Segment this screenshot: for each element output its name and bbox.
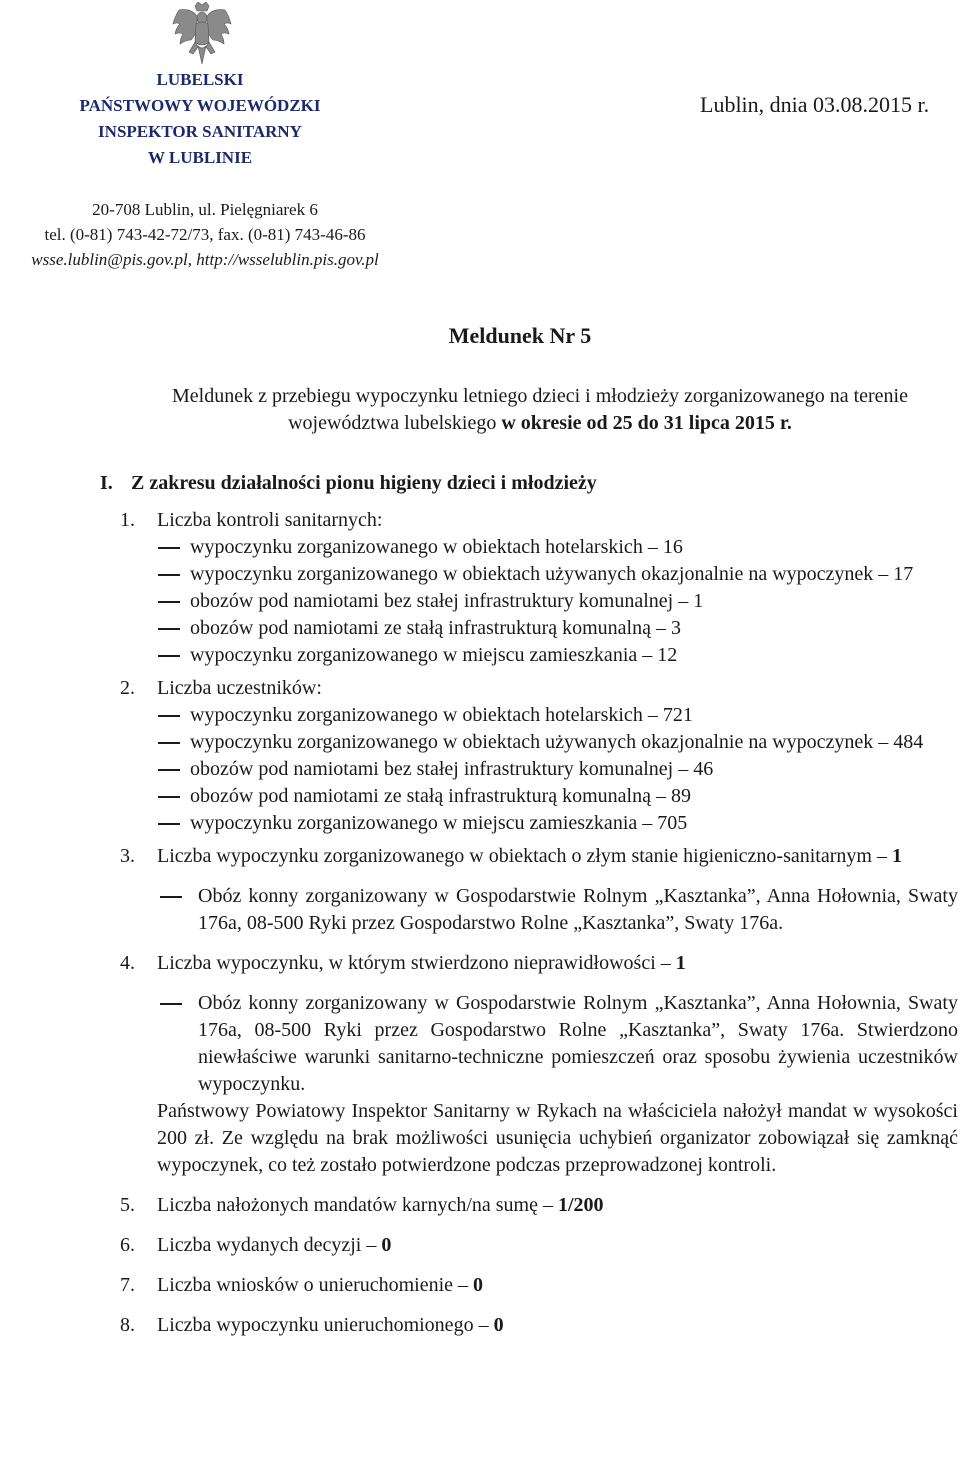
sub-item-value: 721 — [662, 704, 693, 726]
subtitle-text: Meldunek z przebiegu wypoczynku letniego dzieci i młodzieży zorganizowanego na terenie województwa lubelskiego — [171, 385, 908, 434]
sub-item — [120, 702, 958, 729]
item-number: 1. — [120, 509, 135, 531]
item-label: Liczba wypoczynku, w którym stwierdzono nieprawidłowości – — [157, 952, 676, 974]
sub-item-text: wypoczynku zorganizowanego w obiektach hotelarskich – — [190, 704, 663, 726]
section-number: I. — [100, 472, 113, 494]
sub-item-text: Obóz konny zorganizowany w Gospodarstwie Rolnym „Kasztanka”, Anna Hołownia, Swaty 176a, 08-500 Ryki przez Gospodarstwo Rolne „Kasztanka”, Swaty 176a. Stwierdzono niewłaściwe warunki sanitarno-techniczne pomieszczeń oraz sposobu żywienia uczestników wypoczynku. — [198, 992, 958, 1095]
item-label: Liczba wydanych decyzji – — [157, 1234, 382, 1256]
list-item — [120, 507, 958, 534]
institution-name — [60, 67, 340, 171]
dash-bullet — [158, 823, 180, 825]
sub-item-value: 16 — [662, 536, 683, 558]
sub-item — [120, 642, 958, 669]
item-value: 0 — [473, 1274, 484, 1296]
sub-item — [120, 534, 958, 561]
sub-item — [120, 756, 958, 783]
document-title: Meldunek Nr 5 — [448, 323, 592, 348]
sub-item-value: 17 — [893, 563, 914, 585]
item-label: Liczba wypoczynku zorganizowanego w obiektach o złym stanie higieniczno-sanitarnym – — [157, 845, 892, 867]
list-item — [120, 843, 958, 870]
item-label: Liczba nałożonych mandatów karnych/na sumę – — [157, 1194, 558, 1216]
list-item — [120, 1312, 958, 1339]
item-number: 7. — [120, 1274, 135, 1296]
item-label: Liczba wniosków o unieruchomienie – — [157, 1274, 474, 1296]
dash-bullet — [158, 715, 180, 717]
sub-item — [120, 990, 958, 1098]
dash-bullet — [158, 796, 180, 798]
subtitle-period: w okresie od 25 do 31 lipca 2015 r. — [501, 412, 792, 434]
sub-item — [120, 561, 958, 588]
sub-item — [120, 729, 958, 756]
sub-item-value: 1 — [693, 590, 704, 612]
sub-item-value: 89 — [670, 785, 691, 807]
section-heading — [100, 472, 597, 495]
item-value: 1 — [675, 952, 686, 974]
polish-eagle-emblem — [171, 2, 233, 66]
item-label: Liczba kontroli sanitarnych: — [157, 509, 383, 531]
sub-item-text: wypoczynku zorganizowanego w obiektach używanych okazjonalnie na wypoczynek – — [190, 731, 894, 753]
sub-item — [120, 588, 958, 615]
phone-fax: tel. (0-81) 743-42-72/73, fax. (0-81) 743-46-86 — [44, 225, 366, 244]
institution-address — [20, 197, 390, 272]
sub-item-text: obozów pod namiotami ze stałą infrastrukturą komunalną – — [190, 617, 671, 639]
institution-line: LUBELSKI — [156, 70, 244, 89]
sub-item — [120, 783, 958, 810]
sub-item-value: 3 — [670, 617, 681, 639]
sub-item-text: obozów pod namiotami bez stałej infrastruktury komunalnej – — [190, 590, 694, 612]
sub-item-value: 484 — [893, 731, 924, 753]
item-number: 4. — [120, 952, 135, 974]
item-number: 2. — [120, 677, 135, 699]
dash-bullet — [160, 896, 182, 898]
sub-item-value: 12 — [657, 644, 678, 666]
list-item — [120, 1232, 958, 1259]
item-number: 3. — [120, 845, 135, 867]
sub-item-text: wypoczynku zorganizowanego w obiektach hotelarskich – — [190, 536, 663, 558]
item-note: Państwowy Powiatowy Inspektor Sanitarny w Rykach na właściciela nałożył mandat w wysokości 200 zł. Ze względu na brak możliwości usunięcia uchybień organizator zobowiązał się zamknąć wypoczynek, co też zostało potwierdzone podczas przeprowadzonej kontroli. — [157, 1100, 958, 1176]
sub-item-value: 46 — [693, 758, 714, 780]
sub-item-value: 705 — [657, 812, 688, 834]
institution-line: PAŃSTWOWY WOJEWÓDZKI — [79, 96, 321, 115]
report-body — [120, 507, 958, 1339]
item-value: 1/200 — [557, 1194, 604, 1216]
list-item — [120, 675, 958, 702]
item-value: 0 — [493, 1314, 504, 1336]
sub-item-text: wypoczynku zorganizowanego w miejscu zamieszkania – — [190, 812, 658, 834]
institution-line: W LUBLINIE — [147, 148, 253, 167]
sub-item — [120, 810, 958, 837]
dash-bullet — [158, 547, 180, 549]
dash-bullet — [158, 655, 180, 657]
list-item — [120, 1192, 958, 1219]
item-number: 5. — [120, 1194, 135, 1216]
dash-bullet — [158, 601, 180, 603]
dash-bullet — [158, 742, 180, 744]
street-address: 20-708 Lublin, ul. Pielęgniarek 6 — [92, 200, 318, 219]
email-web: wsse.lublin@pis.gov.pl, http://wsselublin.pis.gov.pl — [31, 250, 379, 269]
sub-item-text: wypoczynku zorganizowanego w obiektach używanych okazjonalnie na wypoczynek – — [190, 563, 894, 585]
institution-line: INSPEKTOR SANITARNY — [98, 122, 302, 141]
item-label: Liczba uczestników: — [157, 677, 322, 699]
item-number: 6. — [120, 1234, 135, 1256]
list-item — [120, 1272, 958, 1299]
dash-bullet — [160, 1003, 182, 1005]
item-number: 8. — [120, 1314, 135, 1336]
dash-bullet — [158, 574, 180, 576]
sub-item-text: obozów pod namiotami ze stałą infrastrukturą komunalną – — [190, 785, 671, 807]
dash-bullet — [158, 628, 180, 630]
dash-bullet — [158, 769, 180, 771]
document-date: Lublin, dnia 03.08.2015 r. — [700, 92, 930, 117]
sub-item — [120, 615, 958, 642]
section-title: Z zakresu działalności pionu higieny dzieci i młodzieży — [131, 472, 597, 494]
sub-item-text: wypoczynku zorganizowanego w miejscu zamieszkania – — [190, 644, 658, 666]
item-label: Liczba wypoczynku unieruchomionego – — [157, 1314, 494, 1336]
document-subtitle — [120, 383, 960, 437]
item-value: 1 — [891, 845, 902, 867]
sub-item-text: obozów pod namiotami bez stałej infrastruktury komunalnej – — [190, 758, 694, 780]
sub-item-text: Obóz konny zorganizowany w Gospodarstwie Rolnym „Kasztanka”, Anna Hołownia, Swaty 176a, 08-500 Ryki przez Gospodarstwo Rolne „Kasztanka”, Swaty 176a. — [198, 885, 958, 934]
list-item — [120, 950, 958, 977]
item-value: 0 — [381, 1234, 392, 1256]
sub-item — [120, 883, 958, 937]
